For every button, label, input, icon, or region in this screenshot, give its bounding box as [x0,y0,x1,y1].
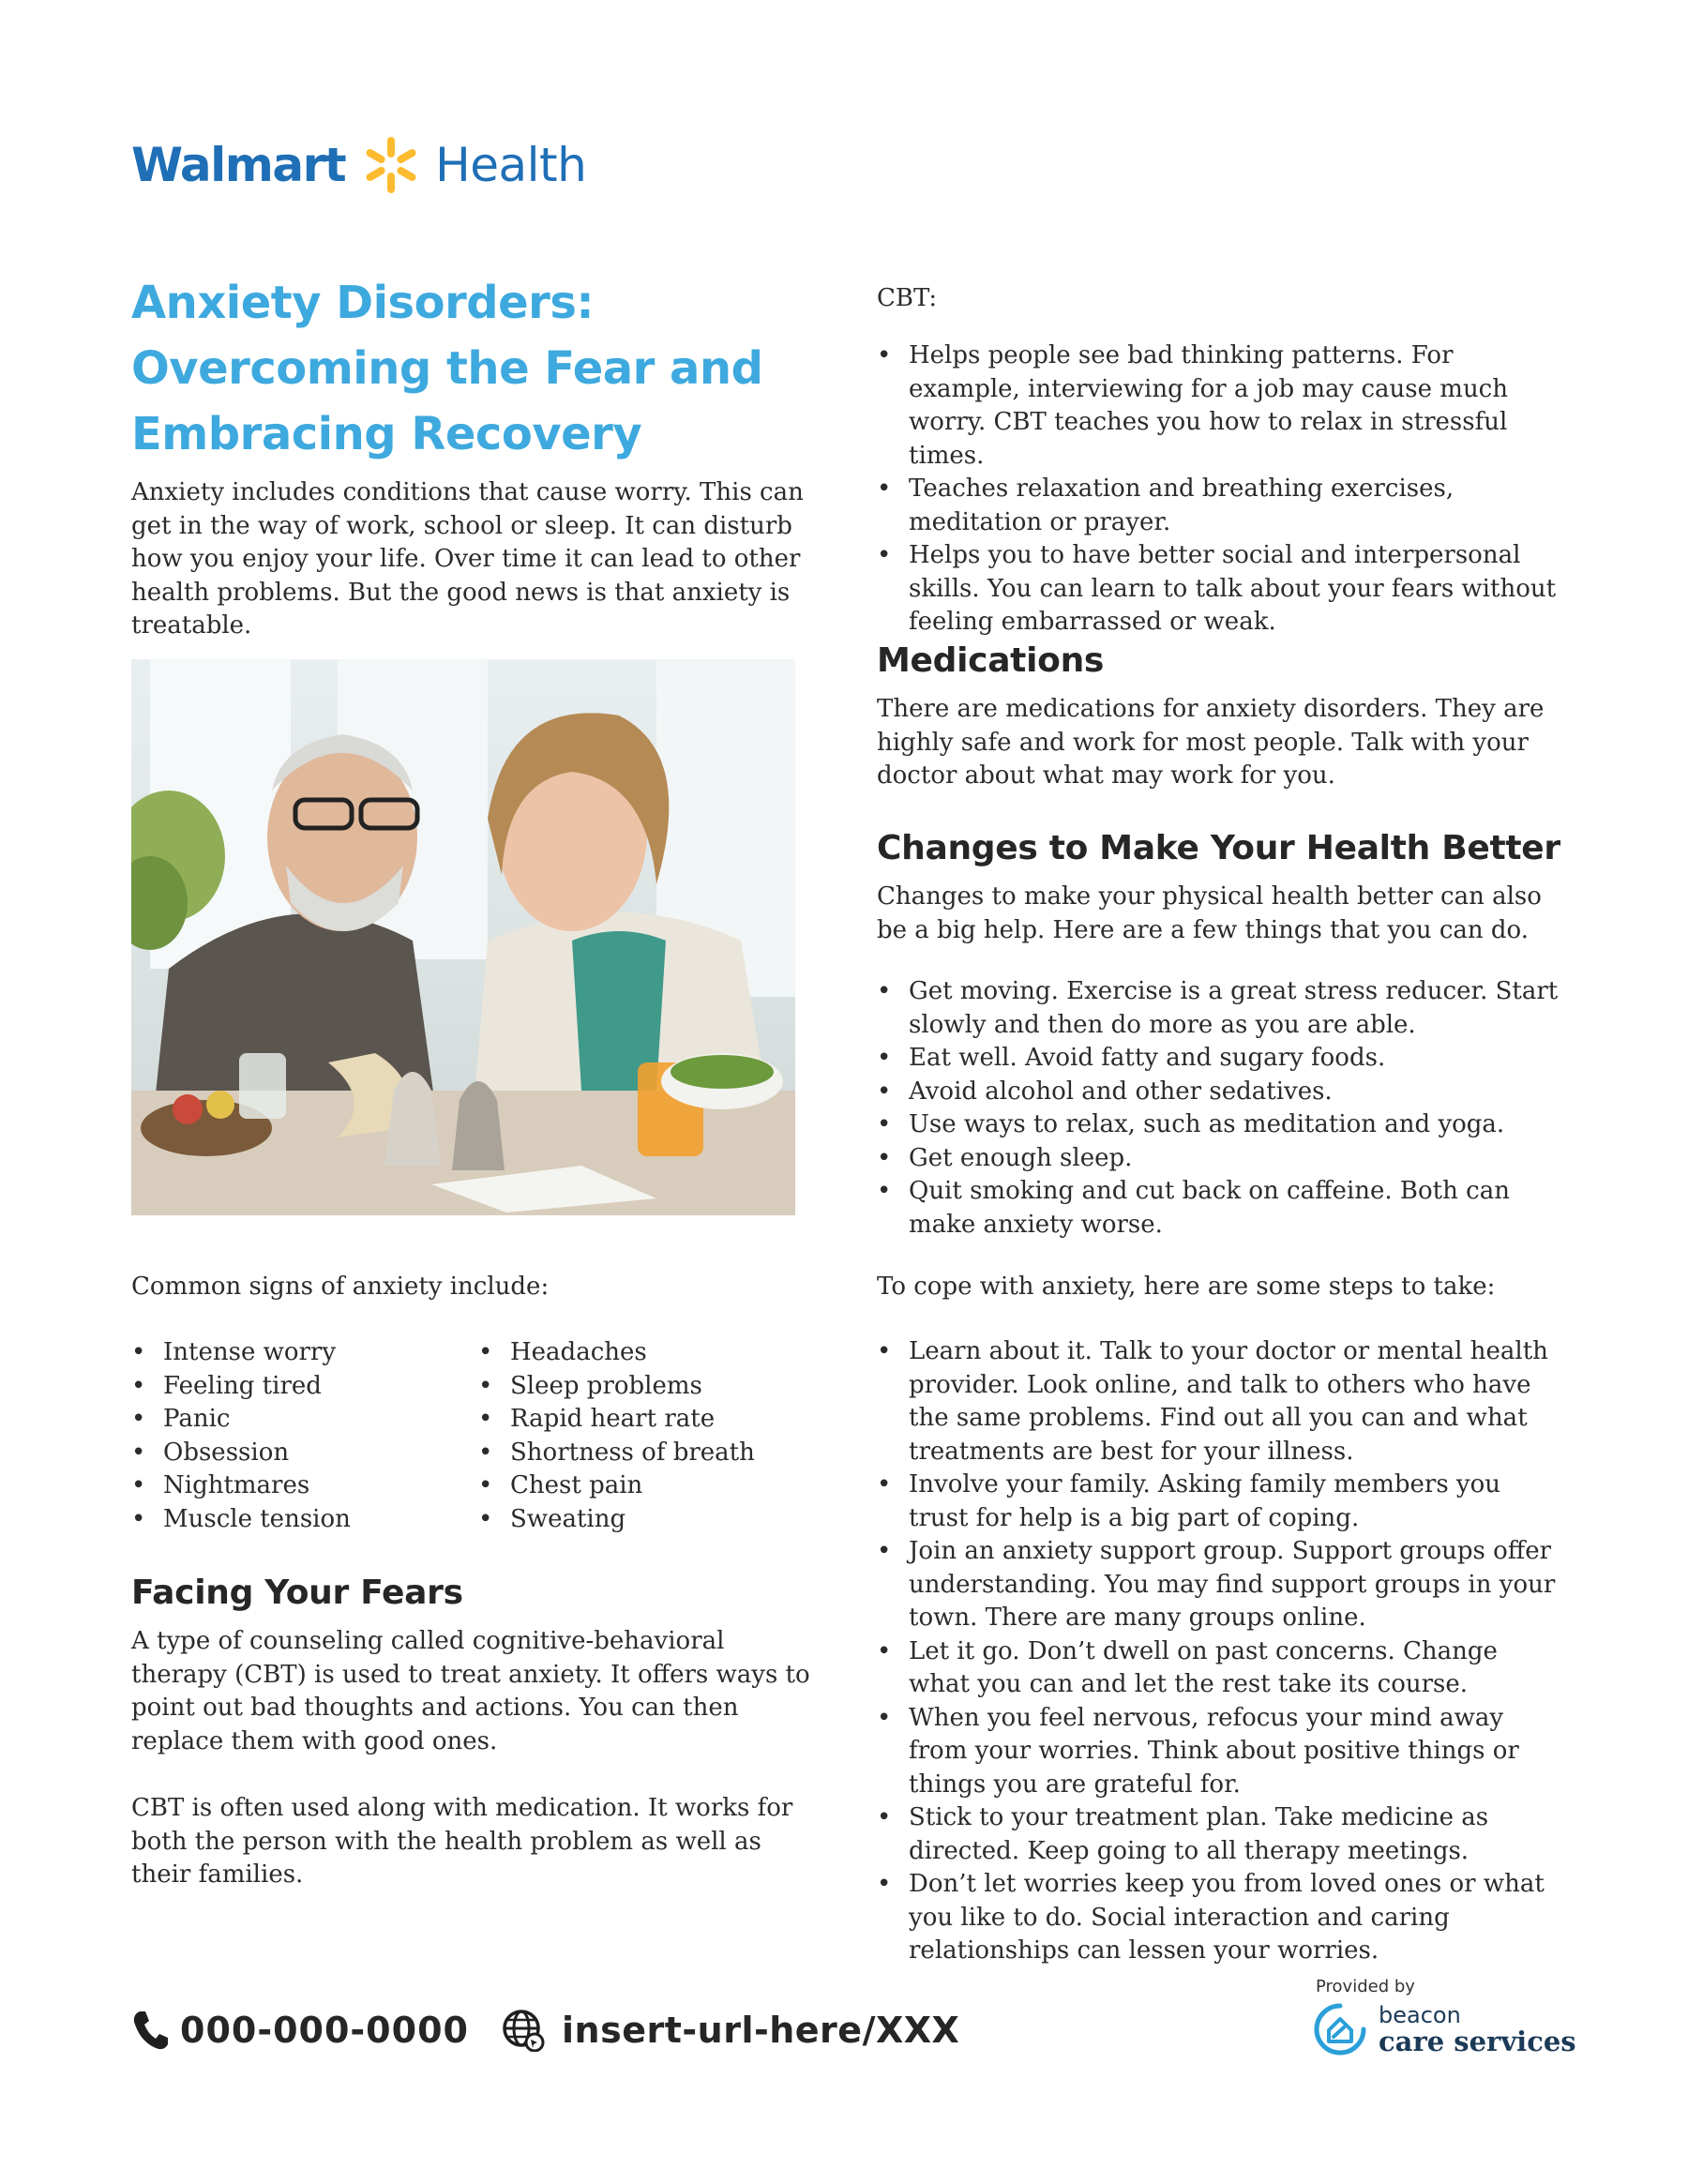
couple-photo [131,659,795,1215]
list-item: • Learn about it. Talk to your doctor or mental health provider. Look online, and talk to others who have the same problems. Find out all you can and what treatments are best for your illness. [877,1335,1561,1469]
list-item: • Stick to your treatment plan. Take medicine as directed. Keep going to all therapy meetings. [877,1801,1561,1868]
signs-intro: Common signs of anxiety include: [131,1273,550,1301]
url-text: insert-url-here/XXX [562,2010,960,2051]
list-item: • Sweating [478,1503,835,1537]
cope-list [877,1335,1561,1968]
list-item: • Rapid heart rate [478,1403,835,1437]
facing-heading: Facing Your Fears [131,1574,463,1612]
list-item: • Helps people see bad thinking patterns. For example, interviewing for a job may cause much worry. CBT teaches you how to relax in stressful times. [877,339,1561,473]
list-item: • Eat well. Avoid fatty and sugary foods. [877,1042,1561,1076]
facing-paragraph-2: CBT is often used along with medication. It works for both the person with the health problem as well as their families. [131,1794,793,1889]
medications-heading: Medications [877,641,1105,680]
list-item: • Muscle tension [131,1503,450,1537]
list-item: • Headaches [478,1336,835,1370]
cbt-list [877,339,1561,640]
provided-by-label: Provided by [1316,1977,1415,1996]
list-item: • Quit smoking and cut back on caffeine. Both can make anxiety worse. [877,1175,1561,1242]
list-item: • Nightmares [131,1469,450,1503]
beacon-line-1: beacon [1379,2001,1461,2028]
list-item: • Teaches relaxation and breathing exercises, meditation or prayer. [877,473,1561,539]
globe-icon [502,2009,545,2052]
phone-icon [131,2010,169,2051]
spark-icon [354,133,428,197]
list-item: • Use ways to relax, such as meditation and yoga. [877,1108,1561,1142]
list-item: • Get enough sleep. [877,1142,1561,1176]
list-item: • Get moving. Exercise is a great stress reducer. Start slowly and then do more as you are able. [877,975,1561,1042]
list-item: • Join an anxiety support group. Support groups offer understanding. You may find support groups in your town. There are many groups online. [877,1535,1561,1635]
changes-list [877,975,1561,1242]
walmart-health-logo [131,133,586,197]
list-item: • Panic [131,1403,450,1437]
beacon-logo [1313,2002,1576,2056]
signs-list-right [478,1336,835,1536]
list-item: • Chest pain [478,1469,835,1503]
cbt-label: CBT: [877,284,938,312]
signs-list-left [131,1336,450,1536]
phone-contact[interactable] [131,2007,469,2054]
facing-paragraph-1: A type of counseling called cognitive-behavioral therapy (CBT) is used to treat anxiety. It offers ways to point out bad thoughts and actions. You can then replace them with good ones. [131,1627,810,1755]
list-item: • Involve your family. Asking family members you trust for help is a big part of coping. [877,1469,1561,1535]
intro-paragraph: Anxiety includes conditions that cause worry. This can get in the way of work, school or sleep. It can disturb how you enjoy your life. Over time it can lead to other health problems. But the good news is that anxiety is treatable. [131,478,804,640]
list-item: • Avoid alcohol and other sedatives. [877,1076,1561,1109]
beacon-icon [1313,2002,1367,2056]
list-item: • Sleep problems [478,1370,835,1404]
list-item: • Feeling tired [131,1370,450,1404]
list-item: • Let it go. Don’t dwell on past concerns. Change what you can and let the rest take its course. [877,1635,1561,1702]
list-item: • Obsession [131,1437,450,1470]
changes-heading: Changes to Make Your Health Better [877,829,1560,867]
beacon-line-2: care services [1379,2025,1576,2057]
phone-number: 000-000-0000 [180,2010,469,2051]
list-item: • Intense worry [131,1336,450,1370]
list-item: • Shortness of breath [478,1437,835,1470]
list-item: • Helps you to have better social and interpersonal skills. You can learn to talk about your fears without feeling embarrassed or weak. [877,539,1561,640]
logo-sub: Health [435,138,587,192]
changes-paragraph: Changes to make your physical health better can also be a big help. Here are a few things that you can do. [877,882,1542,944]
website-link[interactable] [502,2007,959,2054]
list-item: • Don’t let worries keep you from loved ones or what you like to do. Social interaction and caring relationships can lessen your worries. [877,1868,1561,1968]
medications-paragraph: There are medications for anxiety disorders. They are highly safe and work for most people. Talk with your doctor about what may work for you. [877,695,1545,790]
list-item: • When you feel nervous, refocus your mind away from your worries. Think about positive things or things you are grateful for. [877,1702,1561,1802]
page-title: Anxiety Disorders: Overcoming the Fear and Embracing Recovery [131,277,763,460]
cope-paragraph: To cope with anxiety, here are some steps to take: [877,1273,1496,1301]
logo-brand: Walmart [131,138,346,192]
